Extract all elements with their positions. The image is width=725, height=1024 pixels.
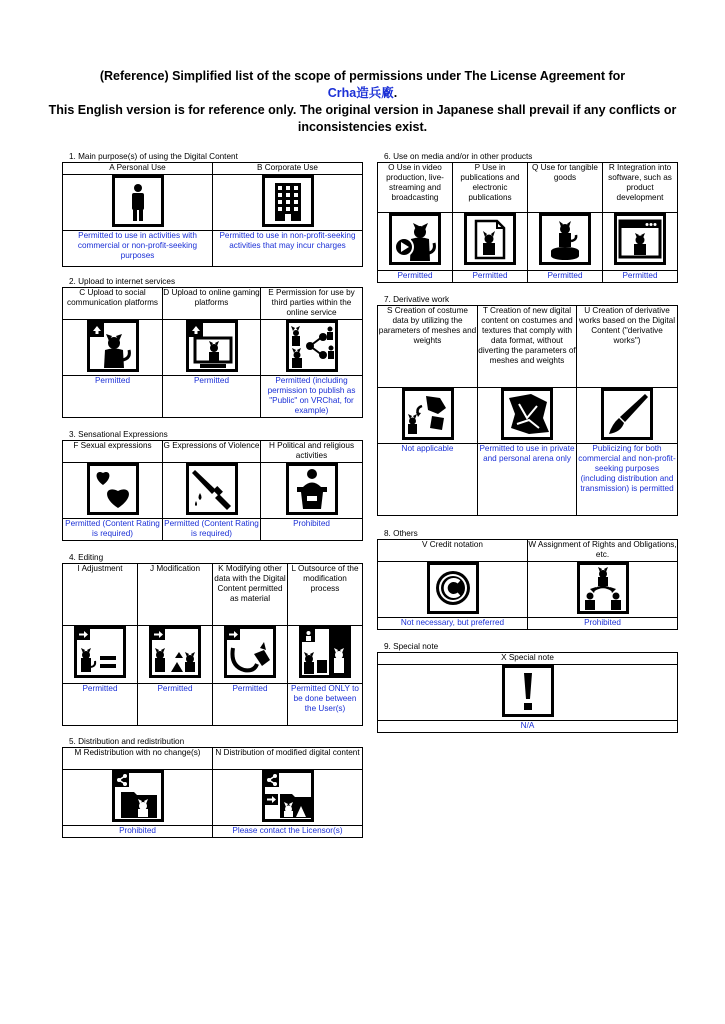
section-5-label: 5. Distribution and redistribution (69, 737, 185, 746)
document-icon (464, 213, 516, 265)
figure-icon (539, 213, 591, 265)
header-n-distribution-modified: N Distribution of modified digital content (213, 748, 363, 770)
section-7-table (377, 305, 678, 516)
title-line-3: This English version is for reference only. The original version in Japanese shall prevail if any conflicts or (48, 103, 677, 117)
section-8-table (377, 539, 678, 630)
section-5-table (62, 747, 363, 838)
section-4-label: 4. Editing (69, 553, 104, 562)
title-brand-line (40, 85, 685, 102)
result-k: Permitted (213, 684, 288, 726)
share-icon (286, 320, 338, 372)
social-upload-icon (87, 320, 139, 372)
section-1-label: 1. Main purpose(s) of using the Digital Content (69, 152, 238, 161)
result-m: Prohibited (63, 826, 213, 838)
header-s-costume-data: S Creation of costume data by utilizing the parameters of meshes and weights (378, 306, 478, 388)
header-i-adjustment: I Adjustment (63, 564, 138, 626)
result-x: N/A (378, 721, 678, 733)
header-q-tangible-goods: Q Use for tangible goods (528, 163, 603, 213)
software-icon (614, 213, 666, 265)
brand-suffix: . (393, 86, 398, 100)
result-n: Please contact the Licensor(s) (213, 826, 363, 838)
person-icon (112, 175, 164, 227)
building-icon (262, 175, 314, 227)
section-9-table (377, 652, 678, 733)
result-t: Permitted to use in private and personal arena only (478, 444, 577, 516)
copyright-icon (427, 562, 479, 614)
title-line-1: (Reference) Simplified list of the scope of permissions under The License Agreement for (99, 69, 626, 83)
header-v-credit-notation: V Credit notation (378, 540, 528, 562)
header-k-modifying-other: K Modifying other data with the Digital Content permitted as material (213, 564, 288, 626)
exclamation-icon (502, 665, 554, 717)
header-b-corporate-use: B Corporate Use (213, 163, 363, 175)
assignment-icon (577, 562, 629, 614)
result-g: Permitted (Content Rating is required) (163, 519, 261, 541)
section-4-table (62, 563, 363, 726)
brush-icon (601, 388, 653, 440)
section-9-label: 9. Special note (384, 642, 439, 651)
result-l: Permitted ONLY to be done between the User(s) (288, 684, 363, 726)
header-d-gaming-upload: D Upload to online gaming platforms (163, 288, 261, 320)
header-f-sexual: F Sexual expressions (63, 441, 163, 463)
header-o-video: O Use in video production, live-streaming and broadcasting (378, 163, 453, 213)
modify-icon (149, 626, 201, 678)
result-s: Not applicable (378, 444, 478, 516)
fabric-icon (501, 388, 553, 440)
result-d: Permitted (163, 376, 261, 418)
title-line-4: inconsistencies exist. (297, 120, 428, 134)
knife-icon (186, 463, 238, 515)
header-u-derivative-works: U Creation of derivative works based on the Digital Content ("derivative works") (577, 306, 678, 388)
result-w: Prohibited (528, 618, 678, 630)
header-r-software: R Integration into software, such as product development (603, 163, 678, 213)
header-e-third-party: E Permission for use by third parties within the online service (261, 288, 363, 320)
brand-name: Crha造兵廠 (327, 86, 394, 100)
header-c-social-upload: C Upload to social communication platforms (63, 288, 163, 320)
result-a: Permitted to use in activities with commercial or non-profit-seeking purposes (63, 231, 213, 267)
result-b: Permitted to use in non-profit-seeking activities that may incur charges (213, 231, 363, 267)
costume-icon (402, 388, 454, 440)
result-j: Permitted (138, 684, 213, 726)
header-h-political: H Political and religious activities (261, 441, 363, 463)
header-t-new-content: T Creation of new digital content on costumes and textures that comply with data format, without diverting the parameters of meshes and weights (478, 306, 577, 388)
section-2-table (62, 287, 363, 418)
result-v: Not necessary, but preferred (378, 618, 528, 630)
game-upload-icon (186, 320, 238, 372)
result-q: Permitted (528, 271, 603, 283)
hearts-icon (87, 463, 139, 515)
result-f: Permitted (Content Rating is required) (63, 519, 163, 541)
result-e: Permitted (including permission to publish as "Public" on VRChat, for example) (261, 376, 363, 418)
section-6-table (377, 162, 678, 283)
section-3-label: 3. Sensational Expressions (69, 430, 168, 439)
result-r: Permitted (603, 271, 678, 283)
result-i: Permitted (63, 684, 138, 726)
section-7-label: 7. Derivative work (384, 295, 450, 304)
distribute-modified-icon (262, 770, 314, 822)
header-p-publications: P Use in publications and electronic publications (453, 163, 528, 213)
header-g-violence: G Expressions of Violence (163, 441, 261, 463)
header-m-redistribution: M Redistribution with no change(s) (63, 748, 213, 770)
section-6-label: 6. Use on media and/or in other products (384, 152, 533, 161)
section-8-label: 8. Others (384, 529, 418, 538)
result-h: Prohibited (261, 519, 363, 541)
result-c: Permitted (63, 376, 163, 418)
result-u: Publicizing for both commercial and non-profit-seeking purposes (including distribution and transmission) is permitted (577, 444, 678, 516)
redistribute-icon (112, 770, 164, 822)
header-j-modification: J Modification (138, 564, 213, 626)
outsource-icon (299, 626, 351, 678)
header-a-personal-use: A Personal Use (63, 163, 213, 175)
podium-icon (286, 463, 338, 515)
section-3-table (62, 440, 363, 541)
video-icon (389, 213, 441, 265)
section-1-table (62, 162, 363, 267)
adjust-icon (74, 626, 126, 678)
section-2-label: 2. Upload to internet services (69, 277, 176, 286)
header-w-assignment: W Assignment of Rights and Obligations, etc. (528, 540, 678, 562)
header-x-special-note: X Special note (378, 653, 678, 665)
header-l-outsource: L Outsource of the modification process (288, 564, 363, 626)
cat-tail-icon (224, 626, 276, 678)
result-p: Permitted (453, 271, 528, 283)
result-o: Permitted (378, 271, 453, 283)
